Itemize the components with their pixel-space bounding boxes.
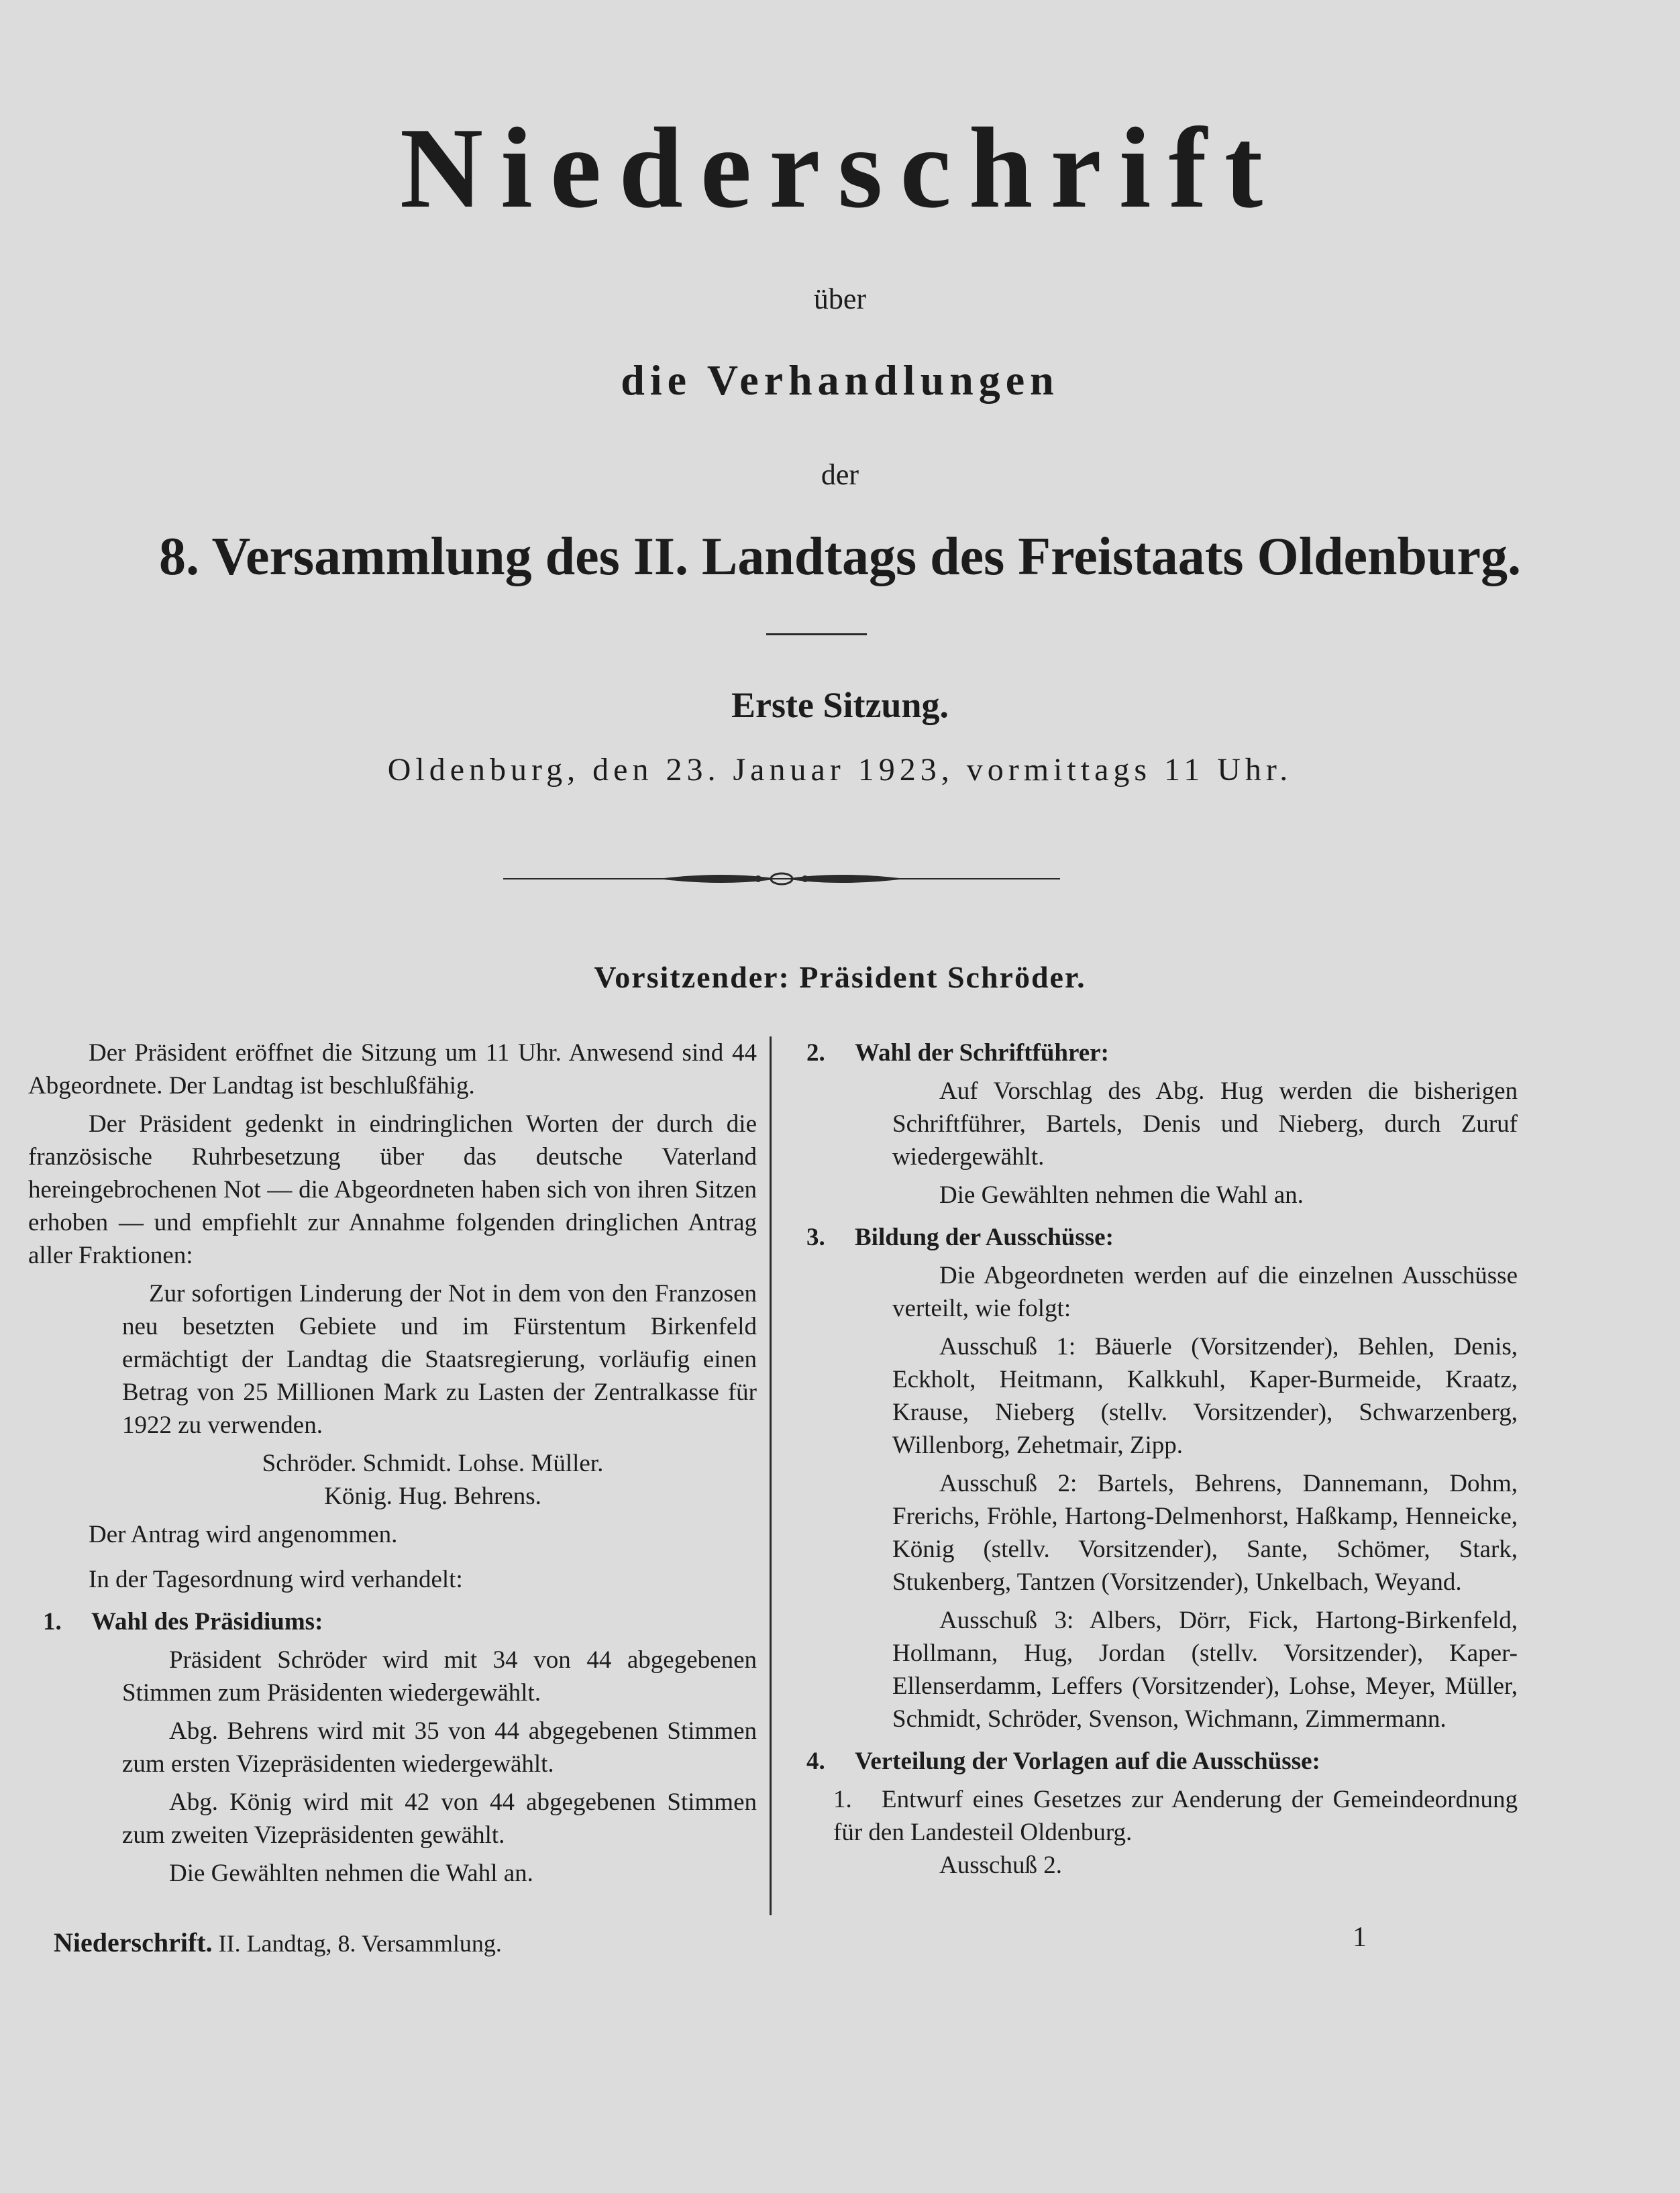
motion-signatures-line-2: König. Hug. Behrens. [324,1483,541,1510]
short-divider [766,633,867,635]
footer-title: Niederschrift. [54,1927,213,1958]
agenda-item-1-number: 1. [43,1608,62,1636]
bill-committee: Ausschuß 2. [939,1852,1062,1879]
remembrance-paragraph: Der Präsident gedenkt in eindringlichen Worten der durch die französische Ruhrbesetzung über das deutsche Vaterland hereingebrochenen Not — die Abgeordneten haben sich von ihren Sitzen erhoben — und empfiehlt zur Annahme folgenden dringlichen Antrag aller Fraktionen: [28,1110,757,1269]
agenda-item-2-number: 2. [806,1039,825,1067]
agenda-item-2-title: Wahl der Schriftführer: [855,1039,1109,1067]
committee-2-members: Ausschuß 2: Bartels, Behrens, Dannemann, Dohm, Frerichs, Fröhle, Hartong-Delmenhorst, Haßkamp, Henneicke, König (stellv. Vorsitzender), Sante, Schömer, Stark, Stukenberg, Tantzen (Vorsitzender), Unkelbach, Weyand. [892,1470,1518,1596]
agenda-item-4-title: Verteilung der Vorlagen auf die Ausschüsse: [855,1748,1320,1775]
bill-entry-number: 1. [833,1786,852,1813]
assembly-heading: 8. Versammlung des II. Landtags des Freistaats Oldenburg. [159,527,1521,586]
opening-paragraph: Der Präsident eröffnet die Sitzung um 11 Uhr. Anwesend sind 44 Abgeordnete. Der Landtag ist beschlußfähig. [28,1039,757,1100]
agenda-item-1-heading [28,1605,757,1638]
committees-intro: Die Abgeordneten werden auf die einzelnen Ausschüsse verteilt, wie folgt: [892,1262,1518,1322]
agenda-intro: In der Tagesordnung wird verhandelt: [89,1566,463,1593]
title-connector-der: der [821,458,859,491]
right-column [798,1036,1518,1887]
committee-1-members: Ausschuß 1: Bäuerle (Vorsitzender), Behlen, Denis, Eckholt, Heitmann, Kalkkuhl, Kaper-Burmeide, Kraatz, Krause, Nieberg (stellv. Vorsitzender), Schwarzenberg, Willenborg, Zehetmair, Zipp. [892,1333,1518,1459]
footer-subtitle: II. Landtag, 8. Versammlung. [218,1930,502,1957]
page-number: 1 [1353,1922,1367,1953]
secretaries-acceptance: Die Gewählten nehmen die Wahl an. [939,1181,1304,1209]
bill-entry-text: Entwurf eines Gesetzes zur Aenderung der Gemeindeordnung für den Landesteil Oldenburg. [833,1786,1518,1846]
document-title: Niederschrift [399,105,1281,232]
document-subtitle: die Verhandlungen [621,356,1059,404]
committee-3-members: Ausschuß 3: Albers, Dörr, Fick, Hartong-Birkenfeld, Hollmann, Hug, Jordan (stellv. Vorsitzender), Kaper-Ellenserdamm, Leffers (Vorsitzender), Lohse, Meyer, Müller, Schmidt, Schröder, Svenson, Wichmann, Zimmermann. [892,1607,1518,1733]
agenda-item-4-heading [798,1745,1518,1778]
election-acceptance: Die Gewählten nehmen die Wahl an. [169,1860,533,1887]
chair-line: Vorsitzender: Präsident Schröder. [594,960,1086,994]
agenda-item-2-heading [798,1036,1518,1069]
first-vice-election: Abg. Behrens wird mit 35 von 44 abgegebenen Stimmen zum ersten Vizepräsidenten wiedergewählt. [122,1717,757,1778]
column-divider [770,1036,772,1915]
agenda-item-1-title: Wahl des Präsidiums: [91,1608,323,1636]
agenda-item-3-title: Bildung der Ausschüsse: [855,1224,1114,1251]
session-dateline: Oldenburg, den 23. Januar 1923, vormittags 11 Uhr. [387,752,1293,788]
title-connector-ueber: über [813,282,867,315]
motion-result: Der Antrag wird angenommen. [89,1521,398,1548]
agenda-item-3-heading [798,1221,1518,1254]
motion-text: Zur sofortigen Linderung der Not in dem von den Franzosen neu besetzten Gebiete und im Fürstentum Birkenfeld ermächtigt der Landtag die Staatsregierung, vorläufig einen Betrag von 25 Millionen Mark zu Lasten der Zentralkasse für 1922 zu verwenden. [122,1280,757,1439]
left-column [28,1036,757,1895]
motion-signatures-line-1: Schröder. Schmidt. Lohse. Müller. [262,1450,604,1477]
agenda-item-4-number: 4. [806,1748,825,1775]
page-footer [54,1927,502,1958]
secretaries-election: Auf Vorschlag des Abg. Hug werden die bisherigen Schriftführer, Bartels, Denis und Nieberg, durch Zuruf wiedergewählt. [892,1077,1518,1171]
bill-entry [798,1783,1518,1849]
second-vice-election: Abg. König wird mit 42 von 44 abgegebenen Stimmen zum zweiten Vizepräsidenten gewählt. [122,1788,757,1849]
ornamental-divider [503,865,1060,892]
president-election: Präsident Schröder wird mit 34 von 44 abgegebenen Stimmen zum Präsidenten wiedergewählt. [122,1646,757,1707]
agenda-item-3-number: 3. [806,1224,825,1251]
session-heading: Erste Sitzung. [731,685,949,725]
